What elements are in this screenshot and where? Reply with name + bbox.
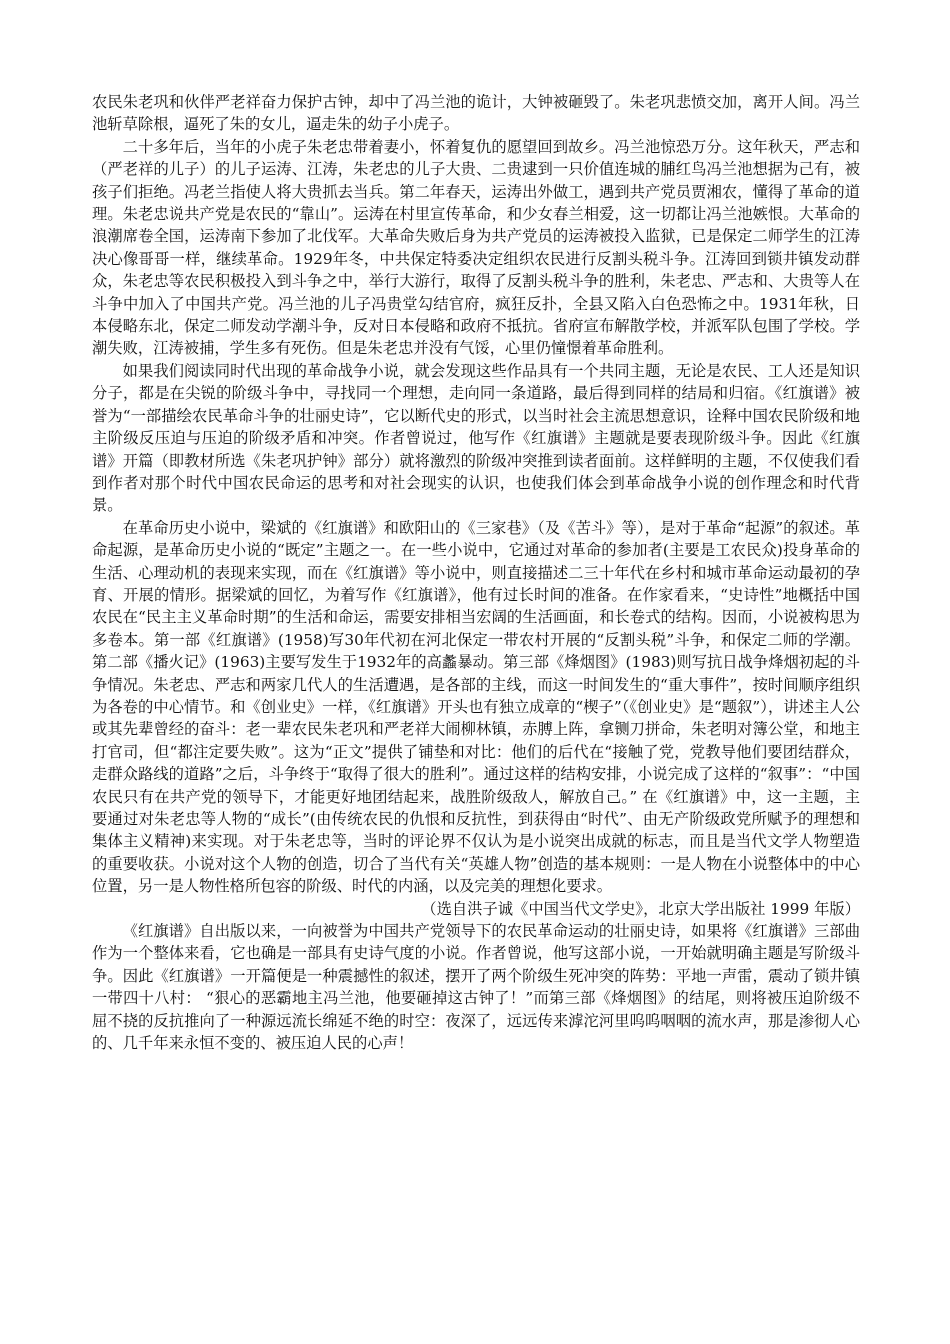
source-citation: （选自洪子诚《中国当代文学史》，北京大学出版社 1999 年版） [421,899,860,918]
paragraph-plot-summary: 二十多年后，当年的小虎子朱老忠带着妻小，怀着复仇的愿望回到故乡。冯兰池惊恐万分。这年秋天，严志和（严老祥的儿子）的儿子运涛、江涛，朱老忠的儿子大贵、二贵逮到一只价值连城的脯红鸟冯兰池想据为己有，被孩子们拒绝。冯老兰指使人将大贵抓去当兵。第二年春天，运涛出外做工，遇到共产党员贾湘农，懂得了革命的道理。朱老忠说共产党是农民的“靠山”。运涛在村里宣传革命，和少女春兰相爱，这一切都让冯兰池嫉恨。大革命的浪潮席卷全国，运涛南下参加了北伐军。大革命失败后身为共产党员的运涛被投入监狱，已是保定二师学生的江涛决心像哥哥一样，继续革命。1929年冬，中共保定特委决定组织农民进行反割头税斗争。江涛回到锁井镇发动群众，朱老忠等农民积极投入到斗争之中，举行大游行，取得了反割头税斗争的胜利，朱老忠、严志和、大贵等人在斗争中加入了中国共产党。冯兰池的儿子冯贵堂勾结官府，疯狂反扑，全县又陷入白色恐怖之中。1931年秋，日本侵略东北，保定二师发动学潮斗争，反对日本侵略和政府不抵抗。省府宣布解散学校，并派军队包围了学校。学潮失败，江涛被捕，学生多有死伤。但是朱老忠并没有气馁，心里仍憧憬着革命胜利。 [92,137,860,358]
paragraph-literary-history-excerpt: 在革命历史小说中，梁斌的《红旗谱》和欧阳山的《三家巷》（及《苦斗》等），是对于革命“起源”的叙述。革命起源，是革命历史小说的“既定”主题之一。在一些小说中，它通过对革命的参加者(主要是工农民众)投身革命的生活、心理动机的表现来实现，而在《红旗谱》等小说中，则直接描述二三十年代在乡村和城市革命运动最初的孕育、开展的情形。据梁斌的回忆，为着写作《红旗谱》，他有过长时间的准备。在作家看来，“史诗性”地概括中国农民在“民主主义革命时期”的生活和命运，需要安排相当宏阔的生活画面，和长卷式的结构。因而，小说被构思为多卷本。第一部《红旗谱》(1958)写30年代初在河北保定一带农村开展的“反割头税”斗争，和保定二师的学潮。第二部《播火记》(1963)主要写发生于1932年的高蠡暴动。第三部《烽烟图》(1983)则写抗日战争烽烟初起的斗争情况。朱老忠、严志和两家几代人的生活遭遇，是各部的主线，而这一时间发生的“重大事件”，按时间顺序组织为各卷的中心情节。和《创业史》一样，《红旗谱》开头也有独立成章的“楔子”（《创业史》是“题叙”），讲述主人公或其先辈曾经的奋斗：老一辈农民朱老巩和严老祥大闹柳林镇，赤膊上阵，拿铡刀拼命，朱老明对簿公堂，和地主打官司，但“都注定要失败”。这为“正文”提供了铺垫和对比：他们的后代在“接触了党，党教导他们要团结群众，走群众路线的道路”之后，斗争终于“取得了很大的胜利”。通过这样的结构安排，小说完成了这样的“叙事”：“中国农民只有在共产党的领导下，才能更好地团结起来，战胜阶级敌人，解放自己。” 在《红旗谱》中，这一主题，主要通过对朱老忠等人物的“成长”(由传统农民的仇恨和反抗性，到获得由“时代”、由无产阶级政党所赋予的理想和集体主义精神)来实现。对于朱老忠等，当时的评论界不仅认为是小说突出成就的标志，而且是当代文学人物塑造的重要收获。小说对这个人物的创造，切合了当代有关“英雄人物”创造的基本规则：一是人物在小说整体中的中心位置，另一是人物性格所包容的阶级、时代的内涵，以及完美的理想化要求。 [92,518,860,896]
paragraph-story-opening: 农民朱老巩和伙伴严老祥奋力保护古钟，却中了冯兰池的诡计，大钟被砸毁了。朱老巩悲愤交加，离开人间。冯兰池斩草除根，逼死了朱的女儿，逼走朱的幼子小虎子。 [92,93,860,134]
document-page [92,91,860,1054]
paragraph-theme-analysis: 如果我们阅读同时代出现的革命战争小说，就会发现这些作品具有一个共同主题，无论是农民、工人还是知识分子，都是在尖锐的阶级斗争中，寻找同一个理想，走向同一条道路，最后得到同样的结局和归宿。《红旗谱》被誉为“一部描绘农民革命斗争的壮丽史诗”，它以断代史的形式，以当时社会主流思想意识，诠释中国农民阶级和地主阶级反压迫与压迫的阶级矛盾和冲突。作者曾说过，他写作《红旗谱》主题就是要表现阶级斗争。因此《红旗谱》开篇（即教材所选《朱老巩护钟》部分）就将激烈的阶级冲突推到读者面前。这样鲜明的主题，不仅使我们看到作者对那个时代中国农民命运的思考和对社会现实的认识，也使我们体会到革命战争小说的创作理念和时代背景。 [92,361,860,515]
paragraph-epic-commentary: 《红旗谱》自出版以来，一向被誉为中国共产党领导下的农民革命运动的壮丽史诗，如果将《红旗谱》三部曲作为一个整体来看，它也确是一部具有史诗气度的小说。作者曾说，他写这部小说，一开始就明确主题是写阶级斗争。因此《红旗谱》一开篇便是一种震撼性的叙述，摆开了两个阶级生死冲突的阵势：平地一声雷，震动了锁井镇一带四十八村： “狠心的恶霸地主冯兰池，他要砸掉这古钟了！”而第三部《烽烟图》的结尾，则将被压迫阶级不屈不挠的反抗推向了一种源远流长绵延不绝的时空：夜深了，远远传来滹沱河里呜呜咽咽的流水声，那是渗彻人心的、几千年来永恒不变的、被压迫人民的心声！ [92,922,860,1053]
